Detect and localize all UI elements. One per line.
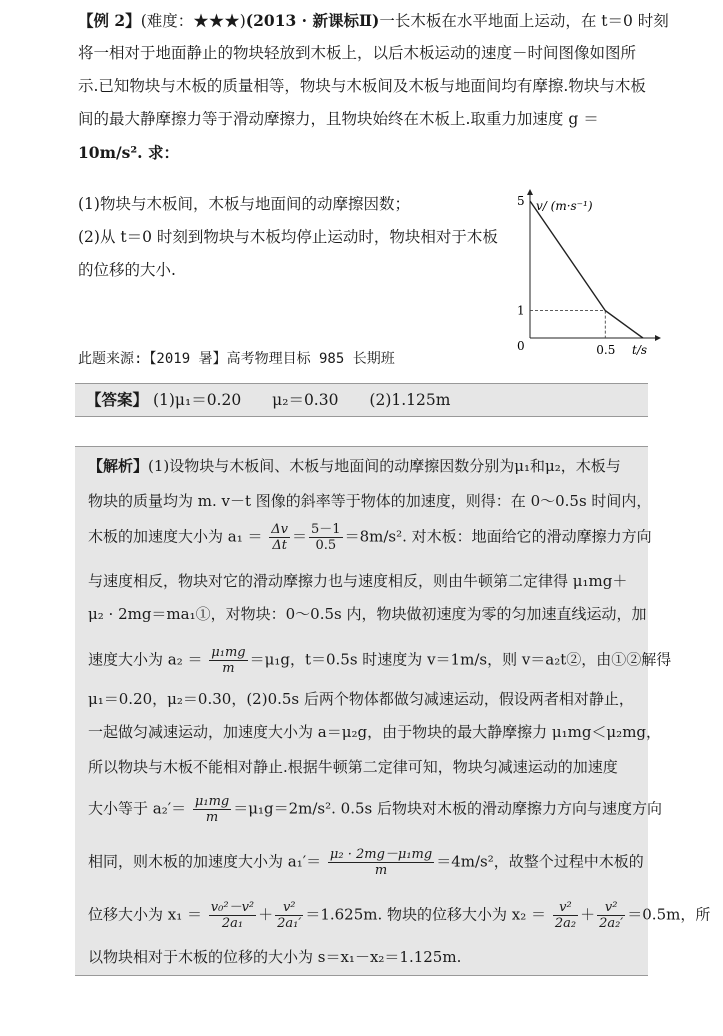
- answer-label: 【答案】: [86, 390, 149, 409]
- problem-line-1: 一长木板在水平地面上运动，在 t＝0 时刻: [379, 12, 669, 30]
- answer-part2: (2)1.125m: [369, 391, 451, 409]
- vt-graph: [500, 188, 670, 358]
- sol-3b: ＝8m/s². 对木板：地面给它的滑动摩擦力方向: [344, 527, 652, 546]
- frac-den: m: [205, 810, 219, 825]
- frac-num: v²: [597, 900, 625, 916]
- frac-den: 2a₁: [221, 916, 244, 931]
- solution-line-9: 所以物块与木板不能相对静止.根据牛顿第二定律可知，物块匀减速运动的加速度: [88, 758, 618, 776]
- frac-den: m: [374, 863, 388, 878]
- problem-source: (2013 · 新课标Ⅱ): [245, 11, 380, 30]
- y-tick-label: 1: [517, 303, 525, 318]
- plus-sign: ＋: [580, 905, 596, 924]
- fraction-x2-a: [553, 900, 578, 931]
- solution-line-7: μ₁＝0.20，μ₂＝0.30，(2)0.5s 后两个物体都做匀减速运动，假设两者相对静止，: [88, 690, 634, 708]
- solution-text-1: (1)设物块与木板间、木板与地面间的动摩擦因数分别为μ₁和μ₂，木板与: [148, 457, 621, 475]
- frac-den: 2a₁′: [277, 916, 302, 931]
- sol-11b: ＝4m/s²，故整个过程中木板的: [436, 852, 644, 871]
- solution-line-13: 以物块相对于木板的位移的大小为 s＝x₁－x₂＝1.125m.: [88, 948, 462, 966]
- sol-10a: 大小等于 a₂′＝: [88, 799, 187, 818]
- example-first-line: [78, 4, 669, 38]
- solution-line-1: [88, 455, 621, 476]
- answer-line: [86, 383, 450, 417]
- solution-line-5: μ₂ · 2mg＝ma₁①，对物块：0～0.5s 内，物块做初速度为零的匀加速直线运动，加: [88, 605, 647, 623]
- origin-label: 0: [517, 339, 525, 353]
- question-2-cont: 的位移的大小.: [78, 261, 176, 279]
- solution-line-2: 物块的质量均为 m. v－t 图像的斜率等于物体的加速度，则得：在 0～0.5s 时间内，: [88, 492, 652, 510]
- frac-num: μ₂ · 2mg－μ₁mg: [329, 847, 433, 862]
- sol-11a: 相同，则木板的加速度大小为 a₁′＝: [88, 852, 322, 871]
- frac-num: v²: [275, 900, 303, 916]
- plus-sign: ＋: [258, 905, 274, 924]
- x-tick-label: 0.5: [596, 343, 616, 357]
- velocity-line: [530, 201, 643, 338]
- problem-line-4: 间的最大静摩擦力等于滑动摩擦力，且物块始终在木板上.取重力加速度 g ＝: [78, 110, 599, 128]
- sol-3a: 木板的加速度大小为 a₁ ＝: [88, 527, 263, 546]
- y-axis-label: v/ (m·s⁻¹): [536, 199, 593, 213]
- solution-line-3: 木板的加速度大小为 a₁ ＝ $\frac{\Delta v}{\Delta t}$ ＝ $\frac{5-1}{0.5}$ ＝8m/s². 对木板：地面给它的滑动摩擦力方向: [88, 522, 652, 553]
- sol-6b: ＝μ₁g，t＝0.5s 时速度为 v＝1m/s，则 v＝a₂t②，由①②解得: [249, 650, 672, 669]
- frac-den: m: [222, 661, 235, 676]
- solution-label: 【解析】: [88, 457, 149, 475]
- frac-den: 2a₂′: [599, 916, 624, 931]
- frac-den: 2a₂: [554, 916, 577, 931]
- fraction-a2: [209, 645, 247, 676]
- problem-line-5: 10m/s². 求：: [78, 143, 179, 162]
- sol-10b: ＝μ₁g＝2m/s². 0.5s 后物块对木板的滑动摩擦力方向与速度方向: [233, 799, 662, 818]
- frac-num: μ₁mg: [194, 794, 230, 809]
- frac-num: μ₁mg: [211, 645, 246, 660]
- frac-num: 5－1: [311, 522, 341, 537]
- fraction-dv-dt: [269, 522, 290, 553]
- frac-den: Δt: [272, 538, 287, 553]
- sol-6a: 速度大小为 a₂ ＝: [88, 650, 203, 669]
- question-2: (2)从 t＝0 时刻到物块与木板均停止运动时，物块相对于木板: [78, 228, 498, 246]
- frac-num: Δv: [271, 522, 289, 537]
- fraction-a1prime: [328, 847, 434, 878]
- y-tick-label: 5: [517, 193, 525, 208]
- solution-line-4: 与速度相反，物块对它的滑动摩擦力也与速度相反，则由牛顿第二定律得 μ₁mg＋: [88, 572, 628, 590]
- frac-num: v²: [553, 900, 578, 916]
- solution-line-10: [88, 794, 662, 825]
- solution-line-8: 一起做匀减速运动，加速度大小为 a＝μ₂g，由于物块的最大静摩擦力 μ₁mg＜μ₂mg，: [88, 723, 662, 741]
- x-axis-label: t/s: [632, 343, 648, 357]
- fraction-x1-a: [209, 900, 256, 931]
- solution-line-11: [88, 847, 644, 878]
- solution-line-6: [88, 645, 671, 676]
- frac-den: 0.5: [315, 538, 337, 553]
- example-tag: 【例 2】: [78, 11, 141, 30]
- fraction-x1-b: [275, 900, 303, 931]
- problem-line-3: 示.已知物块与木板的质量相等，物块与木板间及木板与地面间均有摩擦.物块与木板: [78, 77, 646, 95]
- problem-line-2: 将一相对于地面静止的物块轻放到木板上，以后木板运动的速度－时间图像如图所: [78, 44, 637, 62]
- fraction-a2prime: [193, 794, 231, 825]
- sol-12b: ＝1.625m. 物块的位移大小为 x₂ ＝: [305, 905, 547, 924]
- frac-num: v₀²－v²: [210, 900, 255, 915]
- answer-part1b: μ₂＝0.30: [272, 391, 339, 409]
- fraction-accel: [309, 522, 343, 553]
- source-note: 此题来源:【2019 暑】高考物理目标 985 长期班: [78, 351, 395, 367]
- sol-12a: 位移大小为 x₁ ＝: [88, 905, 203, 924]
- sol-12c: ＝0.5m，所: [627, 905, 711, 924]
- fraction-x2-b: [597, 900, 625, 931]
- question-1: (1)物块与木板间，木板与地面间的动摩擦因数；: [78, 195, 410, 213]
- answer-part1: (1)μ₁＝0.20: [152, 391, 242, 409]
- solution-line-12: [88, 900, 710, 931]
- difficulty: (难度：★★★): [140, 12, 246, 30]
